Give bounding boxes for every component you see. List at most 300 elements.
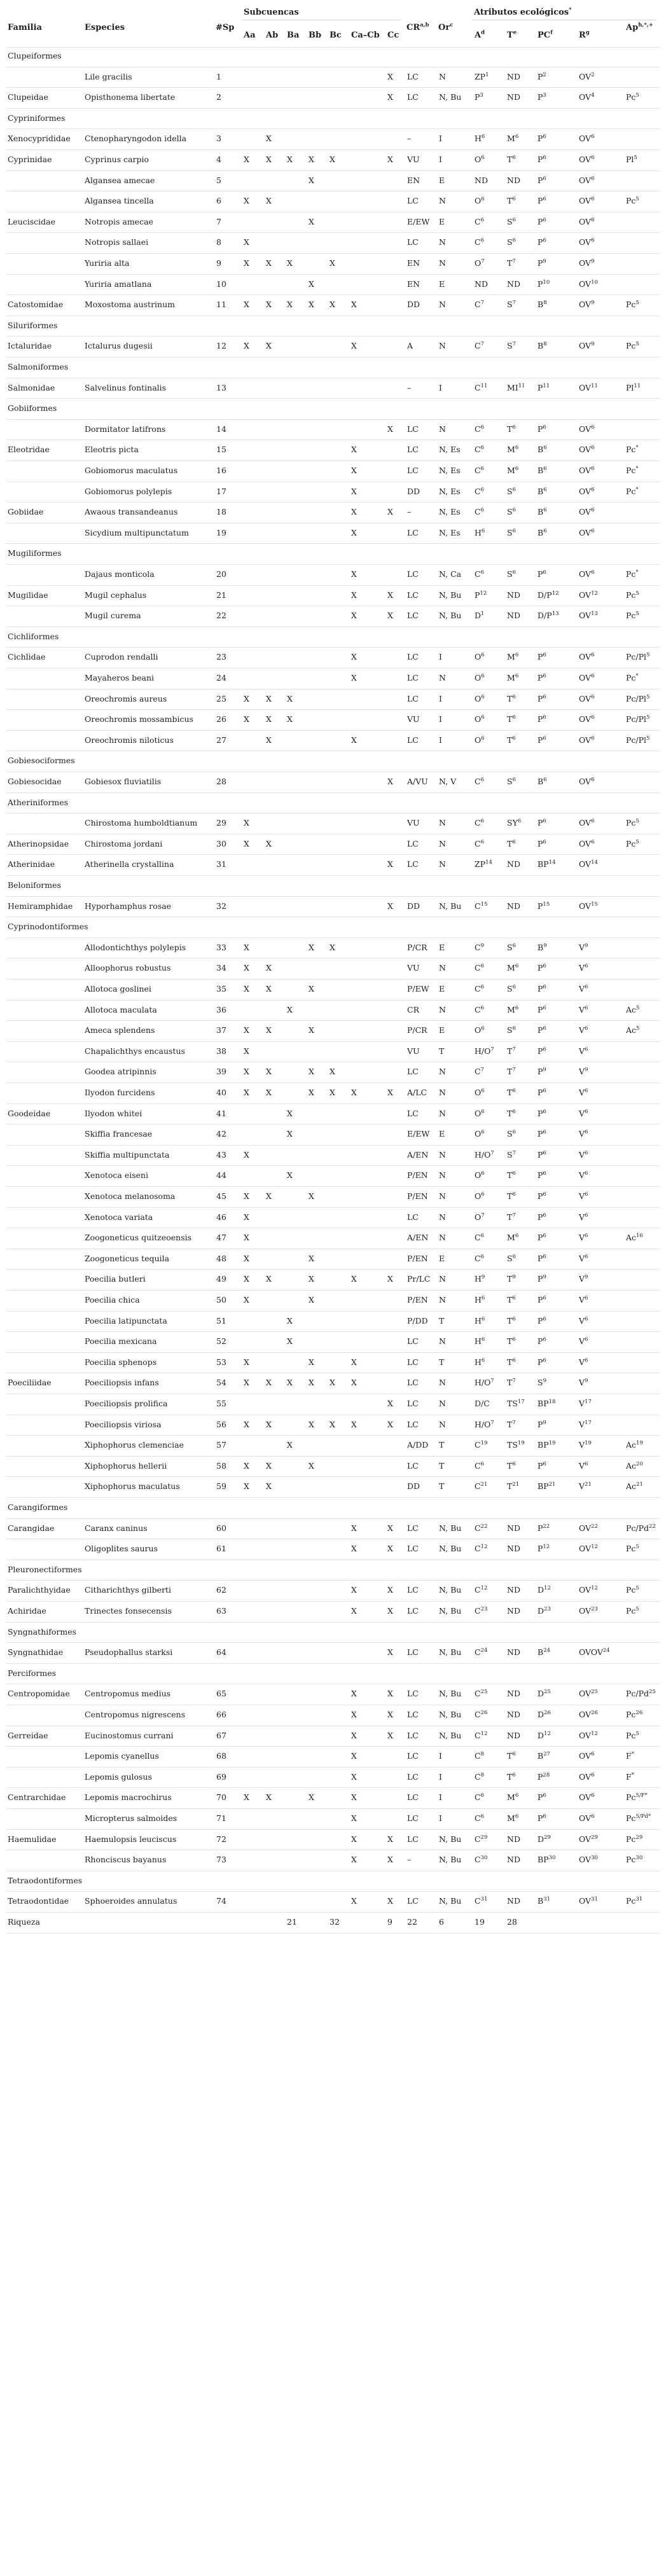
- species-number: 44: [216, 1170, 226, 1181]
- cr-status: LC: [407, 92, 419, 102]
- origin: E: [439, 1253, 445, 1263]
- subcuenca-mark: X: [387, 1399, 393, 1408]
- order-label: Cyprinodontiformes: [8, 922, 88, 932]
- family-name: Cichlidae: [8, 652, 46, 662]
- attr-a: $C^6$: [475, 1253, 484, 1263]
- row-rule: [6, 1186, 660, 1187]
- attr-pc: $P^6$: [538, 1108, 546, 1118]
- subcuenca-mark: X: [266, 155, 272, 164]
- cr-status: E/EW: [407, 216, 430, 226]
- species-number: 49: [216, 1274, 226, 1284]
- attr-pc: $P^6$: [538, 1315, 546, 1326]
- origin: N: [439, 818, 446, 828]
- origin: N, Bu: [439, 611, 462, 621]
- origin: N, Bu: [439, 901, 462, 911]
- species-number: 31: [216, 859, 226, 869]
- subcuenca-mark: X: [244, 1357, 249, 1367]
- order-label: Perciformes: [8, 1668, 57, 1678]
- attr-pc: $P^3$: [538, 92, 546, 102]
- species-name: Chapalichthys encaustus: [85, 1046, 185, 1056]
- attr-a: $H/O^7$: [475, 1419, 494, 1429]
- attr-pc: $D^{23}$: [538, 1605, 551, 1616]
- attr-a: $C^6$: [475, 216, 484, 226]
- attr-r: $OV^6$: [579, 424, 595, 434]
- row-rule: [6, 979, 660, 980]
- cr-status: P/CR: [407, 942, 427, 952]
- subcuenca-mark: X: [387, 1647, 393, 1658]
- origin: N, Es: [439, 445, 461, 455]
- cr-status: P/EN: [407, 1191, 428, 1201]
- cr-status: EN: [407, 258, 420, 268]
- subcuenca-mark: X: [287, 258, 293, 268]
- origin: T: [439, 1315, 445, 1326]
- origin: N, Bu: [439, 1710, 462, 1719]
- attr-t: $S^7$: [507, 300, 516, 310]
- attr-ap: Pc*: [626, 569, 639, 579]
- cr-status: LC: [407, 611, 419, 621]
- subcuenca-mark: X: [351, 590, 357, 600]
- subcuenca-mark: X: [287, 1315, 293, 1326]
- header-subcuencas: Subcuencas: [244, 8, 299, 17]
- family-name: Ictaluridae: [8, 341, 52, 351]
- attr-r: OV$^{31}$: [579, 1896, 598, 1906]
- attr-a: $O^7$: [475, 1212, 485, 1222]
- attr-ap: Pl$^{11}$: [626, 382, 641, 392]
- row-rule: [6, 1435, 660, 1436]
- subcuenca-mark: X: [266, 838, 272, 848]
- subcuenca-mark: X: [287, 155, 293, 164]
- subcuenca-mark: X: [287, 1378, 293, 1388]
- species-number: 26: [216, 714, 226, 724]
- origin: N: [439, 1295, 446, 1305]
- cr-status: LC: [407, 673, 419, 682]
- header-subcuenca-3: Bb: [309, 31, 322, 40]
- attr-ap: Ac$^{20}$: [626, 1460, 643, 1471]
- attr-a: $C^6$: [475, 424, 484, 434]
- attr-pc: $B^{31}$: [538, 1896, 551, 1906]
- attr-r: $OV^6$: [579, 776, 595, 786]
- subcuenca-mark: X: [266, 258, 272, 268]
- attr-a: $C^6$: [475, 818, 484, 828]
- subcuenca-mark: X: [330, 942, 335, 952]
- species-number: 36: [216, 1004, 226, 1014]
- subcuenca-mark: X: [309, 1067, 314, 1077]
- row-rule: [6, 1891, 660, 1892]
- cr-status: A: [407, 341, 413, 351]
- attr-ap: Pc$^5$: [626, 92, 639, 102]
- subcuenca-mark: X: [387, 1896, 393, 1906]
- subcuenca-mark: X: [287, 1004, 293, 1014]
- species-number: 5: [216, 175, 221, 185]
- cr-status: LC: [407, 1710, 419, 1719]
- row-rule: [6, 1331, 660, 1332]
- attr-t: $M^6$: [507, 652, 519, 662]
- subcuenca-mark: X: [266, 1481, 272, 1492]
- attr-t: $M^6$: [507, 1792, 519, 1803]
- subcuenca-mark: X: [387, 1088, 393, 1097]
- origin: N, Bu: [439, 1855, 462, 1865]
- attr-pc: $B^6$: [538, 486, 547, 496]
- species-name: Gobiomorus maculatus: [85, 466, 178, 475]
- attr-ap: Pc/Pl$^5$: [626, 714, 650, 724]
- cr-status: LC: [407, 1067, 419, 1077]
- attr-pc: $P^6$: [538, 1357, 546, 1367]
- origin: N, V: [439, 777, 457, 786]
- attr-r: $OV^6$: [579, 672, 595, 682]
- species-number: 71: [216, 1813, 226, 1823]
- subcuenca-mark: X: [287, 714, 293, 724]
- attr-t: $S^6$: [507, 1025, 516, 1035]
- species-number: 4: [216, 155, 221, 164]
- subcuenca-mark: X: [387, 1419, 393, 1429]
- row-rule: [6, 1642, 660, 1643]
- species-number: 24: [216, 673, 226, 682]
- subcuenca-mark: X: [266, 341, 272, 351]
- species-number: 21: [216, 590, 226, 600]
- attr-pc: $B^{24}$: [538, 1647, 551, 1658]
- attr-t: $S^6$: [507, 216, 516, 226]
- attr-a: $C^{21}$: [475, 1481, 488, 1492]
- row-rule: [6, 398, 660, 399]
- cr-status: LC: [407, 466, 419, 475]
- subcuenca-mark: X: [351, 673, 357, 682]
- subcuenca-mark: X: [266, 1274, 272, 1284]
- species-number: 38: [216, 1046, 226, 1056]
- subcuenca-mark: X: [330, 1419, 335, 1429]
- row-rule: [6, 1787, 660, 1788]
- attr-a: $C^{31}$: [475, 1896, 488, 1906]
- attr-t: ND: [507, 1606, 520, 1616]
- attr-pc: $P^{10}$: [538, 279, 550, 289]
- attr-r: $OV^6$: [579, 693, 595, 703]
- header-sp: #Sp: [216, 23, 235, 32]
- attr-r: $V^6$: [579, 1191, 588, 1201]
- subcuenca-mark: X: [287, 1129, 293, 1139]
- attr-r: $V^6$: [579, 1233, 588, 1243]
- cr-status: LC: [407, 527, 419, 537]
- origin: I: [439, 1813, 442, 1823]
- attr-r: $V^{17}$: [579, 1398, 592, 1408]
- header-familia: Familia: [8, 23, 42, 32]
- order-label: Cichliformes: [8, 631, 59, 641]
- cr-status: LC: [407, 424, 419, 434]
- attr-t: $T^6$: [507, 714, 516, 724]
- family-name: Gerreidae: [8, 1730, 48, 1740]
- attr-t: ND: [507, 71, 520, 81]
- species-name: Poecilia chica: [85, 1295, 140, 1305]
- cr-status: DD: [407, 300, 420, 310]
- attr-t: $S^6$: [507, 776, 516, 786]
- attr-pc: $B^{27}$: [538, 1751, 551, 1761]
- attr-a: $C^7$: [475, 300, 484, 310]
- origin: T: [439, 1440, 445, 1450]
- subcuenca-mark: X: [309, 279, 314, 289]
- row-rule: [6, 1497, 660, 1498]
- attr-r: $V^6$: [579, 1336, 588, 1347]
- subcuenca-mark: X: [309, 1792, 314, 1803]
- attr-t: $T^6$: [507, 693, 516, 703]
- attr-pc: $P^6$: [538, 134, 546, 144]
- family-name: Eleotridae: [8, 445, 50, 455]
- subcuenca-mark: X: [266, 1067, 272, 1077]
- attr-r: OVOV$^{24}$: [579, 1647, 610, 1658]
- row-rule: [6, 1767, 660, 1768]
- species-name: Ictalurus dugesii: [85, 341, 153, 351]
- attr-r: $OV^6$: [579, 134, 595, 144]
- subcuenca-mark: X: [330, 1088, 335, 1097]
- attr-ap: Pc$^{26}$: [626, 1709, 643, 1719]
- attr-a: $C^6$: [475, 486, 484, 496]
- species-number: 30: [216, 838, 226, 848]
- row-rule: [6, 1829, 660, 1830]
- cr-status: E/EW: [407, 1129, 430, 1139]
- species-name: Ilyodon whitei: [85, 1108, 142, 1118]
- origin: N: [439, 237, 446, 247]
- attr-t: ND: [507, 859, 520, 869]
- attr-t: $S^6$: [507, 983, 516, 994]
- subcuenca-mark: X: [309, 300, 314, 310]
- subcuenca-mark: X: [244, 963, 249, 973]
- attr-pc: $P^9$: [538, 1419, 546, 1429]
- species-name: Poeciliopsis prolifica: [85, 1399, 168, 1408]
- origin: N: [439, 1399, 446, 1408]
- attr-r: $V^6$: [579, 1108, 588, 1118]
- attr-a: $H/O^7$: [475, 1046, 494, 1056]
- attr-pc: $P^6$: [538, 735, 546, 745]
- attr-r: $OV^6$: [579, 1751, 595, 1761]
- subcuenca-mark: X: [309, 1378, 314, 1388]
- origin: N: [439, 1419, 446, 1429]
- subcuenca-mark: X: [244, 984, 249, 994]
- subcuenca-mark: X: [387, 1606, 393, 1616]
- attr-pc: $P^6$: [538, 1170, 546, 1181]
- cr-status: LC: [407, 735, 419, 745]
- attr-a: $C^{19}$: [475, 1440, 488, 1450]
- attr-t: $M^6$: [507, 963, 519, 973]
- species-number: 37: [216, 1025, 226, 1035]
- attr-pc: $D^{26}$: [538, 1709, 551, 1719]
- attr-ap: Pc$^5$: [626, 1585, 639, 1595]
- species-number: 51: [216, 1315, 226, 1326]
- cr-status: –: [407, 382, 412, 392]
- attr-pc: $P^6$: [538, 983, 546, 994]
- species-number: 35: [216, 984, 226, 994]
- row-rule: [6, 543, 660, 544]
- attr-t: ND: [507, 1647, 520, 1658]
- attr-r: $OV^6$: [579, 237, 595, 247]
- attr-ap: Pc*: [626, 445, 639, 455]
- origin: I: [439, 1751, 442, 1761]
- species-name: Micropterus salmoides: [85, 1813, 177, 1823]
- species-name: Ctenopharyngodon idella: [85, 134, 187, 144]
- cr-status: P/EN: [407, 1295, 428, 1305]
- species-name: Algansea tincella: [85, 196, 154, 206]
- attr-ap: $Pc^{5/F*}$: [626, 1792, 648, 1803]
- attr-ap: Pc$^5$: [626, 1605, 639, 1616]
- species-number: 57: [216, 1440, 226, 1450]
- attr-pc: $P^6$: [538, 714, 546, 724]
- attr-t: $S^6$: [507, 569, 516, 579]
- cr-status: P/CR: [407, 1025, 427, 1035]
- subcuenca-mark: X: [351, 1710, 357, 1719]
- attr-pc: $P^{11}$: [538, 382, 550, 392]
- attr-pc: $B^8$: [538, 300, 547, 310]
- origin: N: [439, 341, 446, 351]
- row-rule: [6, 958, 660, 959]
- cr-status: A/VU: [407, 777, 428, 786]
- species-name: Notropis sallaei: [85, 237, 149, 247]
- cr-status: LC: [407, 1585, 419, 1595]
- attr-a: ZP$^{14}$: [475, 859, 492, 869]
- family-name: Centrarchidae: [8, 1792, 66, 1803]
- attr-ap: Pc$^5$: [626, 1730, 639, 1740]
- cr-status: LC: [407, 1378, 419, 1388]
- attr-r: OV$^{11}$: [579, 382, 598, 392]
- attr-r: OV$^{12}$: [579, 1730, 598, 1740]
- cr-status: LC: [407, 1647, 419, 1658]
- subcuenca-mark: X: [351, 735, 357, 745]
- species-name: Algansea amecae: [85, 175, 155, 185]
- subcuenca-mark: X: [309, 1419, 314, 1429]
- origin: N: [439, 196, 446, 206]
- subcuenca-mark: X: [287, 1108, 293, 1118]
- attr-r: $V^{19}$: [579, 1440, 592, 1450]
- species-number: 18: [216, 507, 226, 517]
- row-rule: [6, 1165, 660, 1166]
- attr-a: $O^6$: [475, 1087, 485, 1097]
- order-label: Clupeiformes: [8, 51, 62, 60]
- subcuenca-mark: X: [244, 237, 249, 247]
- species-name: Eucinostomus currani: [85, 1730, 174, 1740]
- origin: E: [439, 942, 445, 952]
- cr-status: LC: [407, 1834, 419, 1844]
- attr-t: $T^6$: [507, 424, 516, 434]
- subcuenca-mark: X: [387, 1855, 393, 1865]
- attr-a: $C^7$: [475, 1067, 484, 1077]
- attr-ap: Pc/Pd$^{25}$: [626, 1689, 656, 1699]
- row-rule: [6, 585, 660, 586]
- attr-r: $V^6$: [579, 983, 588, 994]
- attr-t: $S^7$: [507, 1149, 516, 1160]
- attr-t: $S^6$: [507, 237, 516, 247]
- cr-status: LC: [407, 196, 419, 206]
- species-number: 12: [216, 341, 226, 351]
- row-rule: [6, 1145, 660, 1146]
- attr-r: $V^6$: [579, 1149, 588, 1160]
- attr-r: OV$^{23}$: [579, 1605, 598, 1616]
- species-name: Lepomis cyanellus: [85, 1751, 159, 1761]
- attr-ap: Pc$^{30}$: [626, 1855, 643, 1865]
- attr-r: OV$^{10}$: [579, 279, 598, 289]
- attr-t: $SY^6$: [507, 818, 522, 828]
- species-name: Caranx caninus: [85, 1523, 148, 1533]
- row-rule: [6, 1456, 660, 1457]
- subcuenca-mark: X: [351, 611, 357, 621]
- attr-pc: $P^6$: [538, 1792, 546, 1803]
- row-rule: [6, 1269, 660, 1270]
- attr-r: $OV^4$: [579, 92, 595, 102]
- attr-r: $OV^6$: [579, 465, 595, 475]
- origin: N: [439, 424, 446, 434]
- species-number: 66: [216, 1710, 226, 1719]
- subcuenca-mark: X: [351, 466, 357, 475]
- subcuenca-mark: X: [244, 1274, 249, 1284]
- species-number: 48: [216, 1253, 226, 1263]
- attr-r: $OV^9$: [579, 258, 595, 268]
- cr-status: LC: [407, 838, 419, 848]
- attr-a: $D^1$: [475, 611, 485, 621]
- attr-pc: $D^{25}$: [538, 1689, 551, 1699]
- attr-pc: BP$^{14}$: [538, 859, 556, 869]
- attr-a: $O^6$: [475, 1025, 485, 1035]
- row-rule: [6, 108, 660, 109]
- species-name: Xenotoca melanosoma: [85, 1191, 176, 1201]
- total-label: Riqueza: [8, 1917, 40, 1927]
- origin: N, Es: [439, 486, 461, 496]
- attr-ap: Ac$^{21}$: [626, 1481, 643, 1492]
- attr-pc: $D/P^{13}$: [538, 611, 559, 621]
- subcuenca-mark: X: [244, 1212, 249, 1222]
- attr-a: $C^6$: [475, 963, 484, 973]
- origin: E: [439, 279, 445, 289]
- attr-r: $V^6$: [579, 963, 588, 973]
- species-number: 22: [216, 611, 226, 621]
- attr-t: ND: [507, 279, 520, 289]
- attr-t: $T^6$: [507, 1170, 516, 1181]
- attr-r: OV$^{25}$: [579, 1689, 598, 1699]
- attr-t: $M^6$: [507, 445, 519, 455]
- subcuenca-mark: X: [351, 652, 357, 662]
- attr-t: $T^6$: [507, 1336, 516, 1347]
- attr-ap: Pc$^5$: [626, 838, 639, 848]
- cr-status: EN: [407, 279, 420, 289]
- attr-t: ND: [507, 175, 520, 185]
- species-number: 19: [216, 527, 226, 537]
- subcuenca-mark: X: [244, 258, 249, 268]
- origin: N: [439, 859, 446, 869]
- attr-r: $V^6$: [579, 1460, 588, 1471]
- subcuenca-mark: X: [387, 155, 393, 164]
- subcuenca-mark: X: [351, 1585, 357, 1595]
- species-name: Chirostoma humboldtianum: [85, 818, 198, 828]
- subcuenca-mark: X: [330, 155, 335, 164]
- attr-ap: Pc$^5$: [626, 590, 639, 600]
- species-number: 29: [216, 818, 226, 828]
- species-number: 8: [216, 237, 221, 247]
- cr-status: VU: [407, 714, 420, 724]
- species-name: Poeciliopsis viriosa: [85, 1419, 162, 1429]
- row-rule: [6, 1124, 660, 1125]
- origin: N, Bu: [439, 1647, 462, 1658]
- header-pc: $PC^f$: [538, 29, 553, 40]
- row-rule: [6, 1746, 660, 1747]
- species-number: 41: [216, 1108, 226, 1118]
- subcuenca-mark: X: [309, 175, 314, 185]
- subcuenca-mark: X: [351, 1378, 357, 1388]
- subcuenca-mark: X: [287, 300, 293, 310]
- order-label: Tetraodontiformes: [8, 1875, 83, 1885]
- attr-t: $S^7$: [507, 341, 516, 351]
- attr-r: OV$^{22}$: [579, 1523, 598, 1533]
- attr-ap: Pc/Pl$^5$: [626, 693, 650, 703]
- attr-pc: $S^9$: [538, 1378, 546, 1388]
- attr-a: $O^6$: [475, 1108, 485, 1118]
- attr-pc: $B^9$: [538, 942, 547, 952]
- attr-t: $T^6$: [507, 1191, 516, 1201]
- attr-t: $T^6$: [507, 735, 516, 745]
- attr-a: $H^9$: [475, 1274, 485, 1284]
- cr-status: VU: [407, 963, 420, 973]
